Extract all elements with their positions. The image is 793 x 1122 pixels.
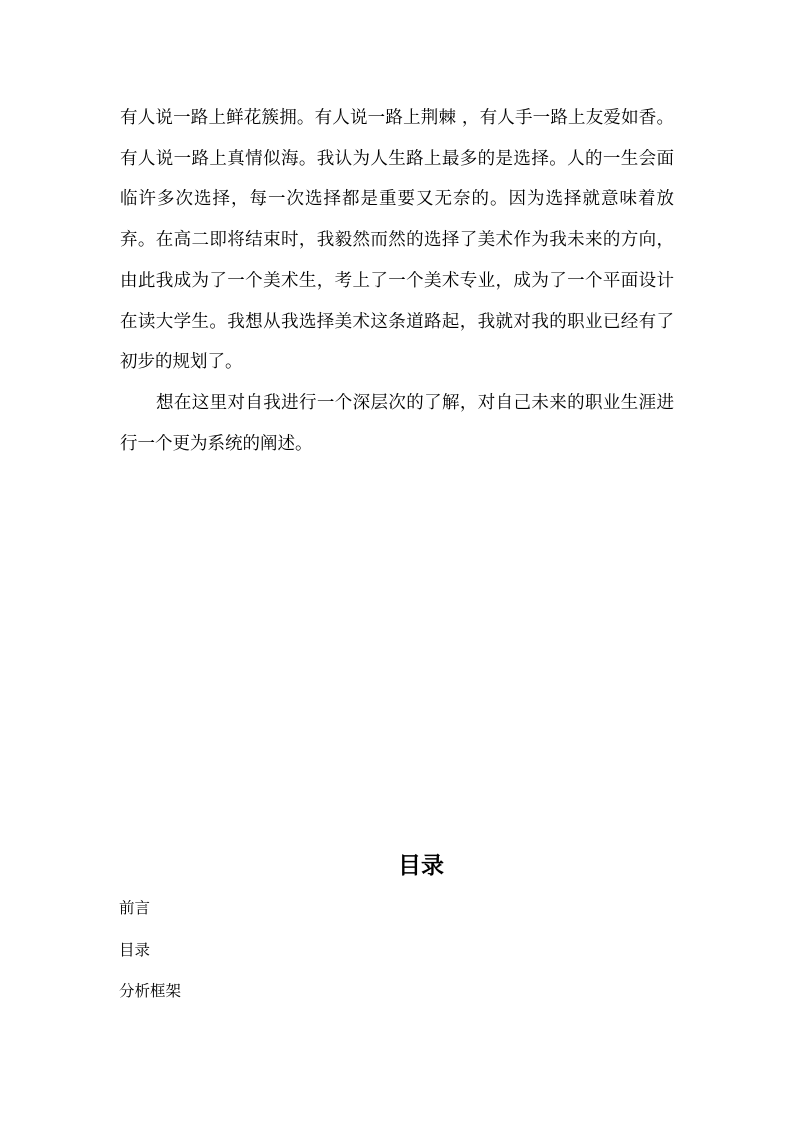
toc-item-contents[interactable]: 目录 xyxy=(119,940,151,959)
body-text xyxy=(120,98,674,464)
toc-heading: 目录 xyxy=(398,853,444,879)
paragraph-purpose: 想在这里对自我进行一个深层次的了解，对自己未来的职业生涯进行一个更为系统的阐述。 xyxy=(120,392,674,454)
toc-item-analysis-framework[interactable]: 分析框架 xyxy=(119,982,182,1000)
paragraph-intro: 有人说一路上鲜花簇拥。有人说一路上荆棘 ，有人手一路上友爱如香。有人说一路上真情似海。我认为人生路上最多的是选择。人的一生会面临许多次选择，每一次选择都是重要又无奈的。因为选择就意味着放弃。在高二即将结束时，我毅然而然的选择了美术作为我未来的方向，由此我成为了一个美术生，考上了一个美术专业，成为了一个平面设计在读大学生。我想从我选择美术这条道路起，我就对我的职业已经有了初步的规划了。 xyxy=(120,108,674,373)
toc-item-preface[interactable]: 前言 xyxy=(119,899,151,917)
table-of-contents xyxy=(119,893,181,1018)
